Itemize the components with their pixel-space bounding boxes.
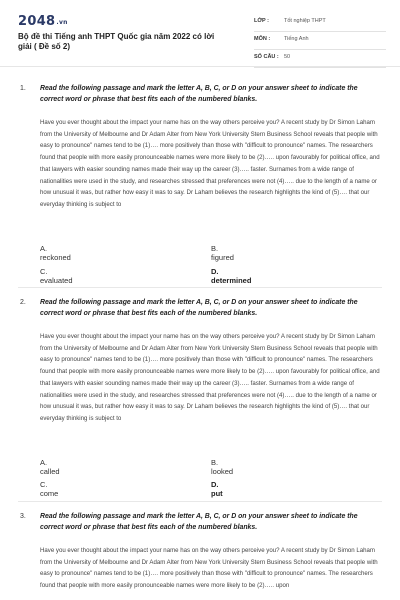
option-text: reckoned xyxy=(40,253,71,262)
reading-passage: Have you ever thought about the impact your name has on the way others perceive you? A recent study by Dr Simon Laham from the University of Melbourne and Dr Adam Alter from New York University Stern Business School reveals that people with easy to pronounce" names tend to be (1)…. more positively than those with "difficult to pronounce" names. The researchers found that people with more easily pronounceable names were more likely to be (2)….. upon xyxy=(40,547,378,590)
option-text: evaluated xyxy=(40,276,73,285)
meta-value: Tốt nghiệp THPT xyxy=(284,18,326,24)
option-letter: D. xyxy=(211,267,219,276)
option-d[interactable] xyxy=(211,480,225,498)
option-text: called xyxy=(40,467,60,476)
option-letter: B. xyxy=(211,458,219,467)
question-number: 1. xyxy=(20,85,26,92)
question-prompt: Read the following passage and mark the letter A, B, C, or D on your answer sheet to indicate the correct word or phrase that best fits each of the numbered blanks. xyxy=(40,513,358,531)
option-text: come xyxy=(40,489,59,498)
divider xyxy=(18,287,382,288)
meta-key: MÔN : xyxy=(254,36,271,42)
meta-row-class xyxy=(254,14,386,32)
option-letter: A. xyxy=(40,458,48,467)
option-a[interactable] xyxy=(40,458,60,476)
meta-row-subject xyxy=(254,32,386,50)
meta-key: SỐ CÂU : xyxy=(254,54,279,60)
question-prompt: Read the following passage and mark the letter A, B, C, or D on your answer sheet to indicate the correct word or phrase that best fits each of the numbered blanks. xyxy=(40,299,358,317)
option-b[interactable] xyxy=(211,458,233,476)
option-b[interactable] xyxy=(211,244,234,262)
option-c[interactable] xyxy=(40,480,58,498)
option-letter: C. xyxy=(40,480,48,489)
option-text: figured xyxy=(211,253,234,262)
option-d[interactable] xyxy=(211,267,251,285)
option-text: put xyxy=(211,489,223,498)
meta-row-count xyxy=(254,50,386,68)
option-letter: D. xyxy=(211,480,219,489)
option-text: looked xyxy=(211,467,234,476)
option-text: determined xyxy=(211,276,252,285)
question-number: 2. xyxy=(20,299,26,306)
document-title: Bộ đề thi Tiếng anh THPT Quốc gia năm 2022 có lời giải ( Đề số 2) xyxy=(18,32,215,51)
site-logo[interactable] xyxy=(18,14,68,29)
reading-passage: Have you ever thought about the impact your name has on the way others perceive you? A recent study by Dr Simon Laham from the University of Melbourne and Dr Adam Alter from New York University Stern Business School reveals that people with easy to pronounce" names tend to be (1)…. more positively than those with "difficult to pronounce" names. The researchers found that people with more easily pronounceable names were more likely to be (2)….. upon favourably for political office, and that lawyers with easier sounding names made their way up the career (3)….. faster. Surnames from a wide range of nationalities were used in the study, and researches stressed that preferences were not (4)….. due to the length of a name or how unusual it was, but rather how easy it was to say. Dr Laham believes the research highlights the kind of (5)…. that our everyday thinking is subject to xyxy=(40,119,380,208)
logo-text: 2048 xyxy=(18,14,56,29)
option-c[interactable] xyxy=(40,267,73,285)
divider xyxy=(18,501,382,502)
page-header xyxy=(0,0,400,67)
reading-passage: Have you ever thought about the impact your name has on the way others perceive you? A recent study by Dr Simon Laham from the University of Melbourne and Dr Adam Alter from New York University Stern Business School reveals that people with easy to pronounce" names tend to be (1)…. more positively than those with "difficult to pronounce" names. The researchers found that people with more easily pronounceable names were more likely to be (2)….. upon favourably for political office, and that lawyers with easier sounding names made their way up the career (3)….. faster. Surnames from a wide range of nationalities were used in the study, and researches stressed that preferences were not (4)….. due to the length of a name or how unusual it was, but rather how easy it was to say. Dr Laham believes the research highlights the kind of (5)…. that our everyday thinking is subject to xyxy=(40,333,380,422)
option-letter: A. xyxy=(40,244,48,253)
meta-key: LỚP : xyxy=(254,18,269,24)
question-prompt: Read the following passage and mark the letter A, B, C, or D on your answer sheet to indicate the correct word or phrase that best fits each of the numbered blanks. xyxy=(40,85,358,103)
exam-meta-table xyxy=(254,14,386,68)
option-letter: C. xyxy=(40,267,48,276)
question-number: 3. xyxy=(20,513,26,520)
option-a[interactable] xyxy=(40,244,71,262)
option-letter: B. xyxy=(211,244,219,253)
meta-value: 50 xyxy=(284,54,291,60)
meta-value: Tiếng Anh xyxy=(284,36,309,42)
logo-suffix: .vn xyxy=(56,19,68,26)
